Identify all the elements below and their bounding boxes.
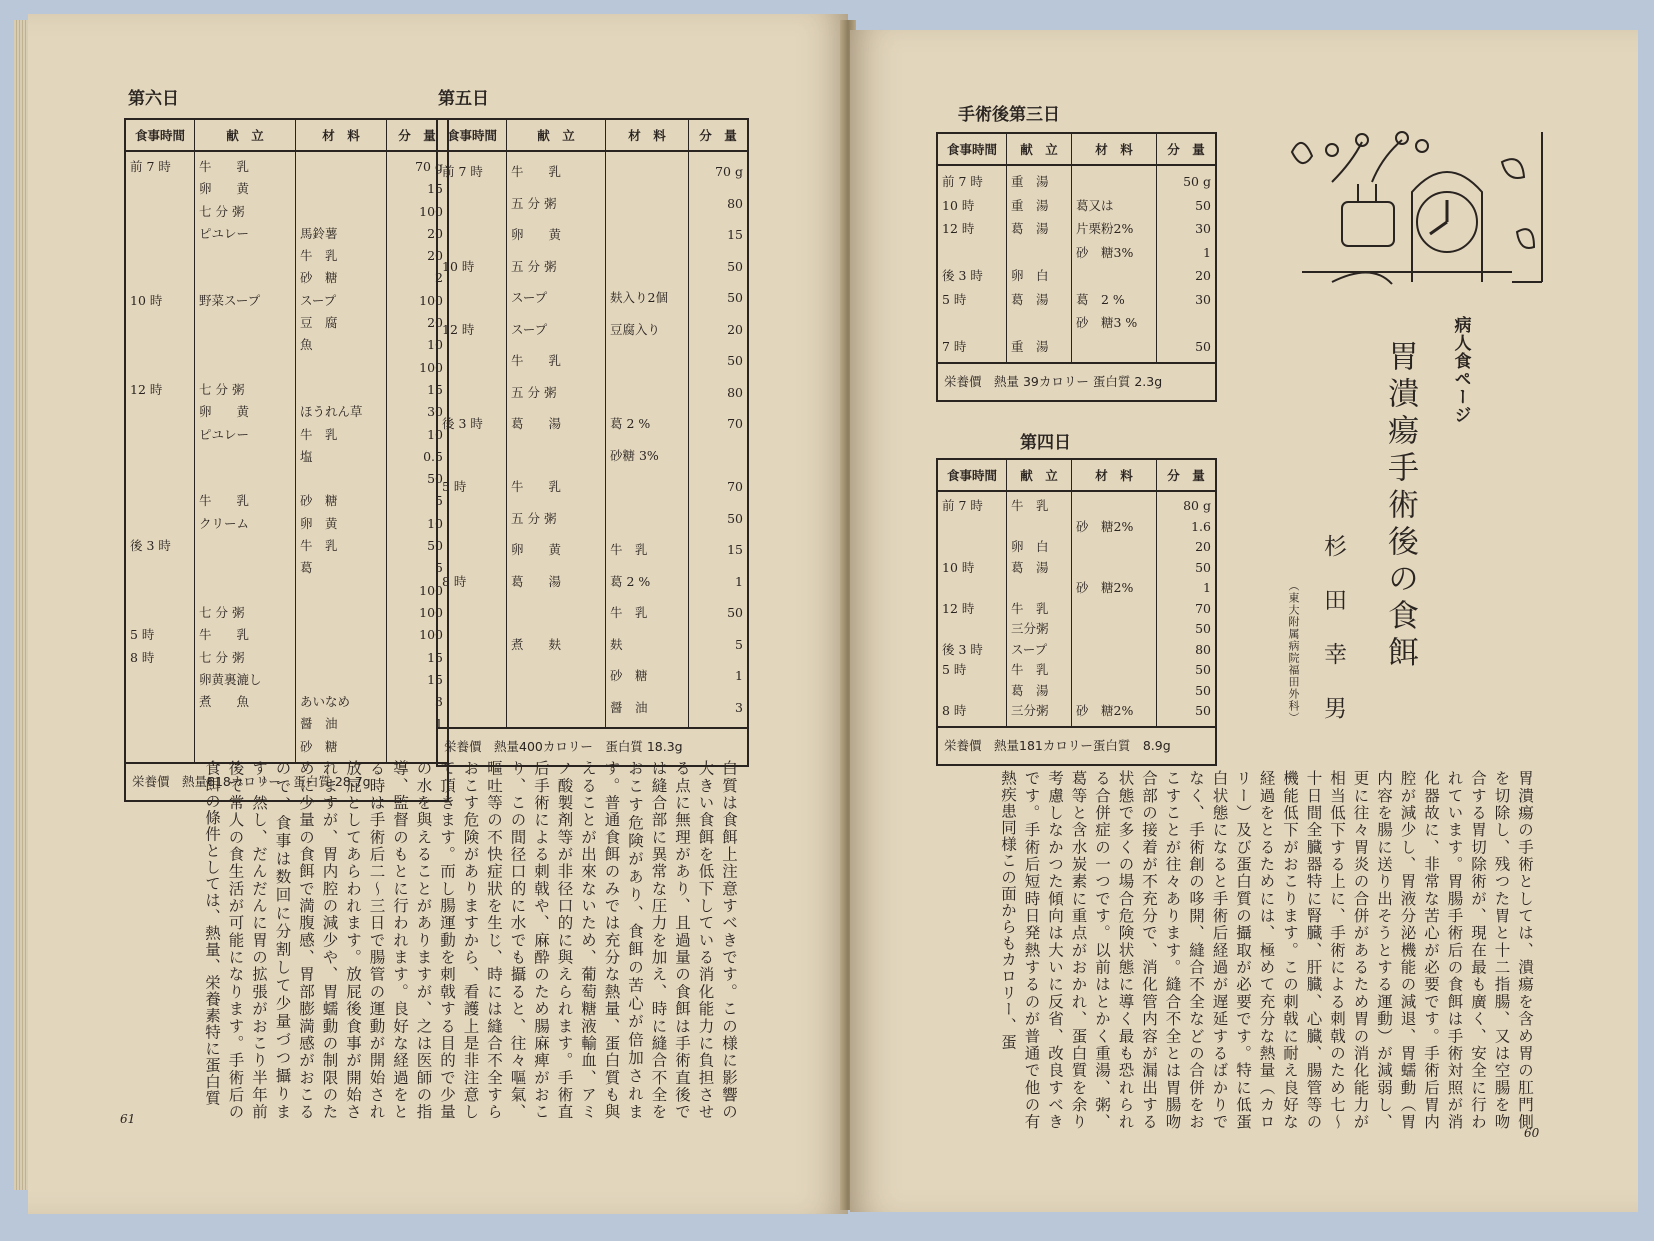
day5-title: 第五日 [438, 89, 489, 109]
header-material: 材 料 [296, 119, 387, 151]
flower-clock-illustration [1272, 122, 1550, 292]
day5-menu-table [436, 118, 749, 767]
day5-amounts: 70 g 80 15 50 50 20 50 80 70 70 50 15 1 50 5 1 3 [689, 151, 749, 728]
day6-title: 第六日 [128, 89, 179, 109]
day3-materials: 葛又は 片栗粉2% 砂 糖3% 葛 2 % 砂 糖3 % [1072, 165, 1157, 363]
day5-nutrition: 栄養價 熱量400カロリー 蛋白質 18.3g [437, 728, 748, 766]
day6-nutrition: 栄養價 熱量618カロリー 蛋白質 28.7g [125, 763, 448, 801]
day5-dishes: 牛 乳 五 分 粥 卵 黄 五 分 粥 スープ スープ 牛 乳 五 分 粥 葛 湯 牛 乳 五 分 粥 卵 黄 葛 湯 煮 麸 [507, 151, 606, 728]
header-dish: 献 立 [1007, 459, 1072, 491]
article-title: 胃潰瘍手術後の食餌 [1382, 340, 1418, 673]
author-affiliation: （東大附属病院福田外科） [1287, 580, 1300, 724]
header-dish: 献 立 [507, 119, 606, 151]
day3-nutrition: 栄養價 熱量 39カロリー 蛋白質 2.3g [937, 363, 1216, 401]
section-label: 病人食ページ [1450, 316, 1471, 424]
header-time: 食事時間 [437, 119, 507, 151]
article-author: 杉 田 幸 男 [1320, 534, 1346, 723]
header-amount: 分 量 [1157, 459, 1217, 491]
day4-materials: 砂 糖2% 砂 糖2% 砂 糖2% [1072, 491, 1157, 727]
header-material: 材 料 [1072, 133, 1157, 165]
day4-menu-table [936, 458, 1217, 766]
header-amount: 分 量 [1157, 133, 1217, 165]
day4-times: 前 7 時 10 時 12 時 後 3 時 5 時 8 時 [937, 491, 1007, 727]
header-dish: 献 立 [1007, 133, 1072, 165]
day6-materials: 馬鈴薯 牛 乳 砂 糖 スープ 豆 腐 魚 ほうれん草 牛 乳 塩 砂 糖 卵 黄 牛 乳 葛 あいなめ 醤 油 砂 糖 [296, 151, 387, 763]
day3-menu-table [936, 132, 1217, 402]
day4-title: 第四日 [1020, 433, 1071, 453]
page-number-left: 61 [120, 1112, 136, 1126]
header-material: 材 料 [606, 119, 689, 151]
day6-times: 前 7 時 10 時 12 時 後 3 時 5 時 8 時 [125, 151, 195, 763]
day3-amounts: 50 g 50 30 1 20 30 50 [1157, 165, 1217, 363]
header-time: 食事時間 [937, 459, 1007, 491]
body-text-left: 白質は食餌上注意すべきです。この様に影響の大きい食餌を低下している消化能力に負担させる点に無理があり、且過量の食餌は手術直後では縫合部に異常な圧力を加え、時に縫合不全をおこす危険があり、食餌の苦心が倍加されます。普通食餌のみでは充分な熱量、蛋白質も與えることが出來ないため、葡萄糖液輸血、アミノ酸製剤等が非径口的に與えられます。手術直后手術による刺戟や、麻酔のため腸麻痺がおこり、この間径口的に水でも攝ると、往々嘔氣、嘔吐等の不快症狀を生じ、時には縫合不全すらおこす危険がありますから、看護上是非注意して頂きます。而し腸運動を刺戟する目的で少量の水を與えることがありますが、之は医師の指導、監督のもとに行われます。良好な経過をとる時は手術后二～三日で腸管の運動が開始され放屁としてあらわれます。放屁後食事が開始されますが、胃内腔の減少や、胃蠕動の制限のために少量の食餌で満腹感、胃部膨満感がおこるので、食事は数回に分割して少量づつ攝ります。然し、だんだんに胃の拡張がおこり半年前後で常人の食生活が可能になります。手術后の食餌の條件としては、熱量、栄養素特に蛋白質 [203, 760, 738, 1121]
day6-menu-table [124, 118, 449, 802]
day4-nutrition: 栄養價 熱量181カロリー蛋白質 8.9g [937, 727, 1216, 765]
day5-materials: 麸入り2個 豆腐入り 葛 2 % 砂糖 3% 牛 乳 葛 2 % 牛 乳 麸 砂 糖 醤 油 [606, 151, 689, 728]
day6-dishes: 牛 乳 卵 黄 七 分 粥 ピユレー 野菜スープ 七 分 粥 卵 黄 ピユレー 牛 乳 クリーム 七 分 粥 牛 乳 七 分 粥 卵黄裏漉し 煮 魚 [195, 151, 296, 763]
day5-times: 前 7 時 10 時 12 時 後 3 時 5 時 8 時 [437, 151, 507, 728]
day3-times: 前 7 時 10 時 12 時 後 3 時 5 時 7 時 [937, 165, 1007, 363]
header-material: 材 料 [1072, 459, 1157, 491]
day4-amounts: 80 g 1.6 20 50 1 70 50 80 50 50 50 [1157, 491, 1217, 727]
header-time: 食事時間 [937, 133, 1007, 165]
header-amount: 分 量 [387, 119, 449, 151]
header-dish: 献 立 [195, 119, 296, 151]
day3-dishes: 重 湯 重 湯 葛 湯 卵 白 葛 湯 重 湯 [1007, 165, 1072, 363]
page-number-right: 60 [1524, 1126, 1540, 1140]
header-time: 食事時間 [125, 119, 195, 151]
day4-dishes: 牛 乳 卵 白 葛 湯 牛 乳 三分粥 スープ 牛 乳 葛 湯 三分粥 [1007, 491, 1072, 727]
body-text-right: 胃潰瘍の手術としては、潰瘍を含め胃の肛門側を切除し、残つた胃と十二指腸、又は空腸を吻合する胃切除術が、現在最も廣く、安全に行われています。胃腸手術后の食餌は手術対照が消化器故に、非常な苦心が必要です。手術后胃内腔が減少し、胃液分泌機能の減退、胃蠕動（胃内容を腸に送り出そうとする運動）が減弱し、更に往々胃炎の合併があるため胃の消化能力が相当低下する上に、手術による刺戟のため七～十日間全臓器特に腎臓、肝臓、心臓、腸管等の機能低下がおこります。この刺戟に耐え良好な経過をとるためには、極めて充分な熱量（カロリー）及び蛋白質の攝取が必要です。特に低蛋白状態になると手術后経過が遅延するばかりでなく、手術創の哆開、縫合不全などの合併をおこすことが往々あります。縫合不全とは胃腸吻合部の接着が不充分で、消化管内容が漏出する状態で多くの場合危険状態に導く最も恐れられる合併症の一つです。以前はとかく重湯、粥、葛等と含水炭素に重点がおかれ、蛋白質を余り考慮しなかつた傾向は大いに反省、改良すべきです。手術后短時日発熱するのが普通で他の有熱疾患同様この面からもカロリー、蛋 [999, 770, 1534, 1130]
day3-title: 手術後第三日 [958, 105, 1060, 125]
day6-amounts: 70 g 15 100 20 20 2 100 20 10 100 15 30 10 0.5 50 5 10 50 5 100 100 100 15 15 3 1 [387, 151, 449, 763]
header-amount: 分 量 [689, 119, 749, 151]
